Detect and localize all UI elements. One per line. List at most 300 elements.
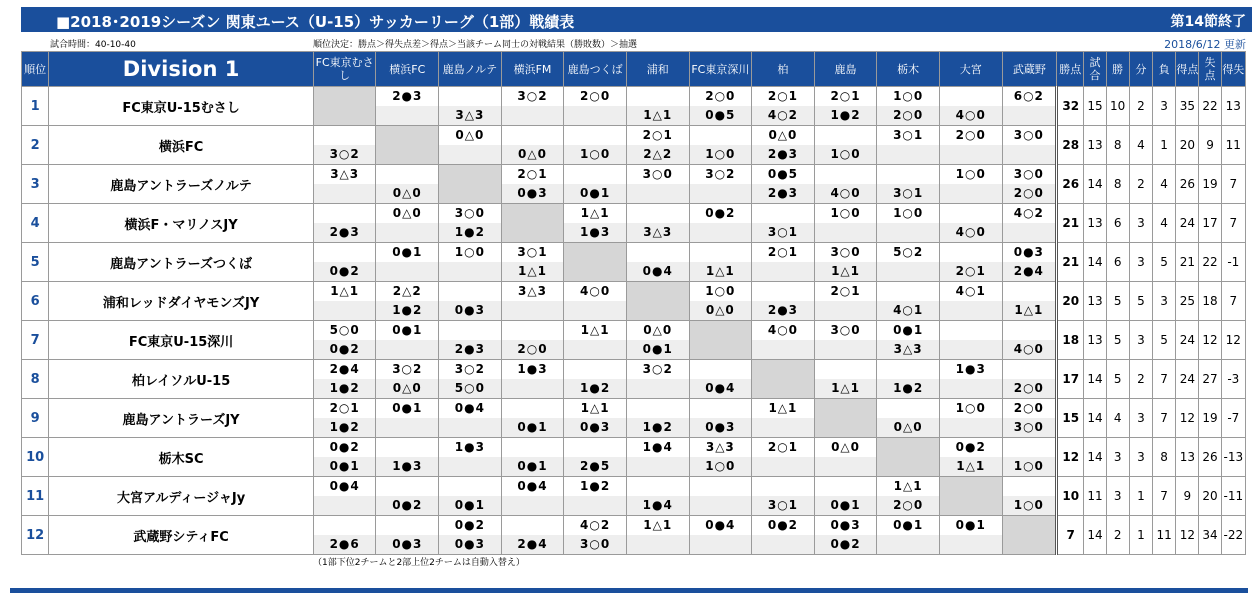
first-leg-score: [564, 360, 626, 379]
stat-cell: 5: [1106, 282, 1129, 321]
second-leg-score: 1△1: [815, 262, 877, 281]
match-result-cell: [313, 204, 376, 243]
second-leg-score: [376, 223, 438, 242]
second-leg-score: 1○0: [690, 145, 752, 164]
second-leg-score: [376, 145, 438, 164]
match-result-cell: [939, 516, 1002, 555]
first-leg-score: [376, 165, 438, 184]
match-result-cell: [689, 360, 752, 399]
first-leg-score: [627, 87, 689, 106]
team-name: FC東京U-15むさし: [49, 87, 314, 126]
first-leg-score: 2△2: [392, 284, 422, 298]
stat-cell: 3: [1153, 87, 1176, 126]
first-leg-score: [564, 438, 626, 457]
match-result-cell: [877, 477, 940, 516]
first-leg-score: 0●5: [767, 167, 799, 181]
opponent-header: 鹿島つくば: [564, 52, 627, 87]
second-leg-score: [1003, 223, 1056, 242]
rank-cell: 4: [22, 204, 49, 243]
table-row: [22, 321, 1246, 360]
match-result-cell: [939, 438, 1002, 477]
stat-cell: 7: [1221, 165, 1245, 204]
first-leg-score: 1○0: [955, 167, 986, 181]
match-result-cell: [376, 204, 439, 243]
first-leg-score: [1003, 477, 1056, 496]
stat-cell: 12: [1176, 399, 1199, 438]
first-leg-score: [1003, 321, 1056, 340]
stat-cell: 12: [1221, 321, 1245, 360]
first-leg-score: 1△1: [643, 518, 673, 532]
first-leg-score: 4○2: [580, 518, 611, 532]
table-row: [22, 87, 1246, 126]
stat-cell: 26: [1199, 438, 1221, 477]
self-cell: [376, 126, 439, 165]
second-leg-score: [502, 496, 564, 515]
stat-cell: 13: [1084, 282, 1106, 321]
first-leg-score: [502, 438, 564, 457]
match-result-cell: [1002, 399, 1057, 438]
standings-table: [21, 51, 1246, 555]
second-leg-score: 2●3: [314, 223, 376, 242]
first-leg-score: [627, 477, 689, 496]
first-leg-score: 1○0: [705, 284, 736, 298]
second-leg-score: 3○0: [564, 535, 626, 554]
first-leg-score: [502, 204, 564, 223]
second-leg-score: [376, 106, 438, 125]
first-leg-score: 1○0: [454, 245, 485, 259]
second-leg-score: 1△1: [815, 379, 877, 398]
match-result-cell: [313, 516, 376, 555]
second-leg-score: 1●2: [564, 379, 626, 398]
self-cell: [501, 204, 564, 243]
second-leg-score: 2△2: [627, 145, 689, 164]
match-result-cell: [564, 477, 627, 516]
first-leg-score: 1△1: [580, 206, 610, 220]
second-leg-score: 3○2: [314, 145, 376, 164]
second-leg-score: 1△1: [1003, 301, 1056, 320]
rank-cell: 5: [22, 243, 49, 282]
bottom-bar: [10, 588, 1248, 593]
first-leg-score: 1△1: [893, 479, 923, 493]
second-leg-score: 1●3: [564, 223, 626, 242]
second-leg-score: 0●1: [815, 496, 877, 515]
first-leg-score: [752, 282, 814, 301]
match-result-cell: [689, 516, 752, 555]
second-leg-score: [502, 223, 564, 242]
team-name: 浦和レッドダイヤモンズJY: [49, 282, 314, 321]
second-leg-score: 3△3: [439, 106, 501, 125]
match-result-cell: [689, 282, 752, 321]
second-leg-score: [690, 496, 752, 515]
second-leg-score: [627, 301, 689, 320]
first-leg-score: 0●3: [1013, 245, 1044, 259]
match-result-cell: [1002, 282, 1057, 321]
first-leg-score: 5○0: [329, 323, 360, 337]
stat-cell: -13: [1221, 438, 1245, 477]
first-leg-score: 1●3: [517, 362, 548, 376]
first-leg-score: [940, 204, 1002, 223]
first-leg-score: [314, 87, 376, 106]
match-result-cell: [501, 165, 564, 204]
second-leg-score: [627, 457, 689, 476]
first-leg-score: 0△0: [643, 323, 673, 337]
first-leg-score: 0●1: [392, 245, 423, 259]
stat-cell: 5: [1106, 360, 1129, 399]
stat-cell: 9: [1176, 477, 1199, 516]
second-leg-score: 2●3: [752, 145, 814, 164]
match-result-cell: [814, 438, 877, 477]
second-leg-score: 0●3: [690, 418, 752, 437]
division-title: Division 1: [49, 52, 314, 87]
stat-cell: 5: [1129, 282, 1152, 321]
match-result-cell: [439, 360, 502, 399]
stat-cell: 15: [1057, 399, 1084, 438]
stat-cell: 7: [1221, 204, 1245, 243]
second-leg-score: 2○1: [940, 262, 1002, 281]
match-result-cell: [752, 87, 815, 126]
second-leg-score: 0●5: [690, 106, 752, 125]
self-cell: [939, 477, 1002, 516]
stat-cell: 21: [1057, 204, 1084, 243]
second-leg-score: 2○0: [1003, 184, 1056, 203]
match-result-cell: [376, 360, 439, 399]
match-result-cell: [501, 477, 564, 516]
second-leg-score: [690, 535, 752, 554]
first-leg-score: 0△0: [831, 440, 860, 454]
second-leg-score: 0●2: [815, 535, 877, 554]
match-result-cell: [939, 204, 1002, 243]
match-result-cell: [1002, 204, 1057, 243]
match-result-cell: [313, 477, 376, 516]
match-result-cell: [501, 516, 564, 555]
match-result-cell: [877, 516, 940, 555]
stat-cell: 7: [1221, 282, 1245, 321]
self-cell: [564, 243, 627, 282]
first-leg-score: [564, 243, 626, 262]
second-leg-score: 2○0: [877, 106, 939, 125]
stat-cell: 3: [1129, 438, 1152, 477]
stat-cell: 26: [1057, 165, 1084, 204]
first-leg-score: 0●2: [955, 440, 986, 454]
match-result-cell: [626, 204, 689, 243]
stat-cell: 3: [1153, 282, 1176, 321]
stat-cell: 14: [1084, 165, 1106, 204]
first-leg-score: [940, 477, 1002, 496]
stat-cell: 20: [1199, 477, 1221, 516]
match-result-cell: [1002, 360, 1057, 399]
match-result-cell: [877, 321, 940, 360]
stat-cell: 13: [1084, 126, 1106, 165]
stat-header: 失点: [1199, 52, 1221, 87]
first-leg-score: [1003, 438, 1056, 457]
first-leg-score: [690, 321, 752, 340]
stat-cell: 32: [1057, 87, 1084, 126]
stat-cell: 13: [1084, 321, 1106, 360]
first-leg-score: 1○0: [955, 401, 986, 415]
match-result-cell: [501, 399, 564, 438]
match-result-cell: [689, 477, 752, 516]
stat-cell: 10: [1106, 87, 1129, 126]
second-leg-score: 0△0: [690, 301, 752, 320]
first-leg-score: 1●3: [955, 362, 986, 376]
second-leg-score: 1●2: [376, 301, 438, 320]
second-leg-score: [815, 457, 877, 476]
team-name: FC東京U-15深川: [49, 321, 314, 360]
first-leg-score: [815, 165, 877, 184]
first-leg-score: 3○2: [392, 362, 423, 376]
second-leg-score: 4○0: [815, 184, 877, 203]
match-result-cell: [939, 165, 1002, 204]
first-leg-score: [502, 399, 564, 418]
first-leg-score: [627, 399, 689, 418]
second-leg-score: [1003, 145, 1056, 164]
first-leg-score: [439, 282, 501, 301]
match-time: 試合時間：40-10-40: [50, 40, 136, 50]
first-leg-score: 3○0: [1013, 128, 1044, 142]
match-result-cell: [564, 165, 627, 204]
second-leg-score: 4○0: [1003, 340, 1056, 359]
match-result-cell: [564, 87, 627, 126]
second-leg-score: [940, 379, 1002, 398]
first-leg-score: 3○2: [517, 89, 548, 103]
stat-cell: 17: [1057, 360, 1084, 399]
second-leg-score: [690, 223, 752, 242]
first-leg-score: 0●1: [392, 323, 423, 337]
stat-cell: -22: [1221, 516, 1245, 555]
match-result-cell: [376, 165, 439, 204]
stat-cell: 3: [1106, 477, 1129, 516]
self-cell: [626, 282, 689, 321]
second-leg-score: 2●4: [1003, 262, 1056, 281]
stat-cell: 27: [1199, 360, 1221, 399]
stat-cell: 14: [1084, 243, 1106, 282]
stat-cell: 3: [1129, 321, 1152, 360]
second-leg-score: [502, 106, 564, 125]
match-result-cell: [939, 87, 1002, 126]
match-result-cell: [939, 321, 1002, 360]
match-result-cell: [877, 126, 940, 165]
second-leg-score: [502, 301, 564, 320]
second-leg-score: 0△0: [376, 184, 438, 203]
team-name: 鹿島アントラーズJY: [49, 399, 314, 438]
match-result-cell: [877, 399, 940, 438]
match-result-cell: [501, 438, 564, 477]
second-leg-score: 0●3: [502, 184, 564, 203]
stat-cell: 13: [1221, 87, 1245, 126]
first-leg-score: 6○2: [1013, 89, 1044, 103]
stat-cell: 14: [1084, 360, 1106, 399]
first-leg-score: [752, 204, 814, 223]
stat-cell: 1: [1153, 126, 1176, 165]
second-leg-score: 0△0: [376, 379, 438, 398]
first-leg-score: 3△3: [330, 167, 360, 181]
match-result-cell: [1002, 126, 1057, 165]
match-result-cell: [376, 399, 439, 438]
self-cell: [814, 399, 877, 438]
match-result-cell: [626, 516, 689, 555]
stat-cell: 12: [1199, 321, 1221, 360]
first-leg-score: [376, 516, 438, 535]
opponent-header: 柏: [752, 52, 815, 87]
team-name: 大宮アルディージャJy: [49, 477, 314, 516]
table-row: [22, 399, 1246, 438]
match-result-cell: [752, 243, 815, 282]
stat-cell: 11: [1221, 126, 1245, 165]
match-result-cell: [1002, 438, 1057, 477]
stat-cell: 2: [1129, 87, 1152, 126]
match-result-cell: [939, 282, 1002, 321]
stat-cell: 26: [1176, 165, 1199, 204]
match-result-cell: [752, 477, 815, 516]
second-leg-score: 4○1: [877, 301, 939, 320]
second-leg-score: [752, 379, 814, 398]
match-result-cell: [501, 282, 564, 321]
stat-cell: 18: [1057, 321, 1084, 360]
second-leg-score: 1○0: [1003, 496, 1056, 515]
match-result-cell: [1002, 87, 1057, 126]
stat-cell: 7: [1153, 360, 1176, 399]
stat-header: 負: [1153, 52, 1176, 87]
first-leg-score: 0●1: [893, 518, 924, 532]
match-result-cell: [939, 360, 1002, 399]
match-result-cell: [689, 165, 752, 204]
second-leg-score: [314, 184, 376, 203]
team-name: 栃木SC: [49, 438, 314, 477]
first-leg-score: [564, 126, 626, 145]
stat-cell: 19: [1199, 165, 1221, 204]
first-leg-score: [314, 126, 376, 145]
match-result-cell: [626, 477, 689, 516]
stat-cell: 10: [1057, 477, 1084, 516]
first-leg-score: [815, 477, 877, 496]
opponent-header: 鹿島: [814, 52, 877, 87]
first-leg-score: 2●3: [392, 89, 423, 103]
stat-cell: 8: [1106, 165, 1129, 204]
first-leg-score: [314, 516, 376, 535]
match-result-cell: [626, 399, 689, 438]
second-leg-score: 2●3: [439, 340, 501, 359]
opponent-header: FC東京深川: [689, 52, 752, 87]
stat-cell: 17: [1199, 204, 1221, 243]
match-result-cell: [814, 204, 877, 243]
first-leg-score: [940, 243, 1002, 262]
second-leg-score: [940, 145, 1002, 164]
second-leg-score: [940, 496, 1002, 515]
rank-cell: 12: [22, 516, 49, 555]
match-result-cell: [376, 321, 439, 360]
opponent-header: 鹿島ノルテ: [439, 52, 502, 87]
match-result-cell: [877, 243, 940, 282]
rank-cell: 8: [22, 360, 49, 399]
first-leg-score: 2○0: [955, 128, 986, 142]
stat-cell: 3: [1129, 243, 1152, 282]
self-cell: [313, 87, 376, 126]
first-leg-score: 1●3: [454, 440, 485, 454]
first-leg-score: 3○0: [1013, 167, 1044, 181]
first-leg-score: 0●4: [517, 479, 548, 493]
second-leg-score: [940, 535, 1002, 554]
updated-date: 2018/6/12 更新: [1164, 38, 1246, 51]
first-leg-score: 1●4: [642, 440, 673, 454]
second-leg-score: [752, 535, 814, 554]
table-row: [22, 438, 1246, 477]
second-leg-score: 1●3: [376, 457, 438, 476]
first-leg-score: 2○0: [705, 89, 736, 103]
stat-cell: 14: [1084, 399, 1106, 438]
stat-cell: 20: [1057, 282, 1084, 321]
first-leg-score: 2○0: [1013, 401, 1044, 415]
first-leg-score: 0△0: [392, 206, 422, 220]
first-leg-score: 3○0: [830, 323, 861, 337]
first-leg-score: 2○1: [830, 284, 861, 298]
first-leg-score: 3○1: [893, 128, 924, 142]
stat-cell: 5: [1153, 321, 1176, 360]
match-result-cell: [313, 360, 376, 399]
second-leg-score: [564, 262, 626, 281]
stat-cell: 34: [1199, 516, 1221, 555]
second-leg-score: 0●1: [502, 418, 564, 437]
stat-cell: 22: [1199, 243, 1221, 282]
first-leg-score: 3○1: [517, 245, 548, 259]
match-result-cell: [439, 516, 502, 555]
first-leg-score: 5○2: [893, 245, 924, 259]
second-leg-score: [627, 535, 689, 554]
table-row: [22, 243, 1246, 282]
first-leg-score: 1●2: [580, 479, 611, 493]
second-leg-score: 0●4: [690, 379, 752, 398]
match-result-cell: [626, 87, 689, 126]
match-result-cell: [752, 321, 815, 360]
match-result-cell: [313, 126, 376, 165]
match-result-cell: [689, 87, 752, 126]
rank-cell: 6: [22, 282, 49, 321]
first-leg-score: 0●1: [893, 323, 924, 337]
first-leg-score: [627, 204, 689, 223]
stat-cell: 2: [1129, 165, 1152, 204]
second-leg-score: 1●2: [439, 223, 501, 242]
match-result-cell: [564, 282, 627, 321]
match-result-cell: [814, 282, 877, 321]
first-leg-score: [314, 243, 376, 262]
second-leg-score: 3○0: [1003, 418, 1056, 437]
stat-header: 勝: [1106, 52, 1129, 87]
stat-cell: 1: [1129, 516, 1152, 555]
second-leg-score: [376, 262, 438, 281]
first-leg-score: 0●4: [454, 401, 485, 415]
match-result-cell: [376, 516, 439, 555]
first-leg-score: 3○2: [705, 167, 736, 181]
stat-cell: 21: [1176, 243, 1199, 282]
match-result-cell: [564, 321, 627, 360]
second-leg-score: [752, 418, 814, 437]
match-result-cell: [1002, 243, 1057, 282]
stat-cell: 14: [1084, 438, 1106, 477]
second-leg-score: [564, 106, 626, 125]
match-result-cell: [564, 438, 627, 477]
match-result-cell: [1002, 321, 1057, 360]
second-leg-score: [439, 457, 501, 476]
second-leg-score: 1○0: [690, 457, 752, 476]
first-leg-score: 2○1: [767, 89, 799, 103]
first-leg-score: 0●3: [830, 518, 861, 532]
match-result-cell: [439, 87, 502, 126]
stat-cell: 5: [1153, 243, 1176, 282]
second-leg-score: [627, 379, 689, 398]
match-result-cell: [689, 438, 752, 477]
second-leg-score: 1●2: [815, 106, 877, 125]
match-result-cell: [814, 87, 877, 126]
first-leg-score: 3○0: [830, 245, 861, 259]
